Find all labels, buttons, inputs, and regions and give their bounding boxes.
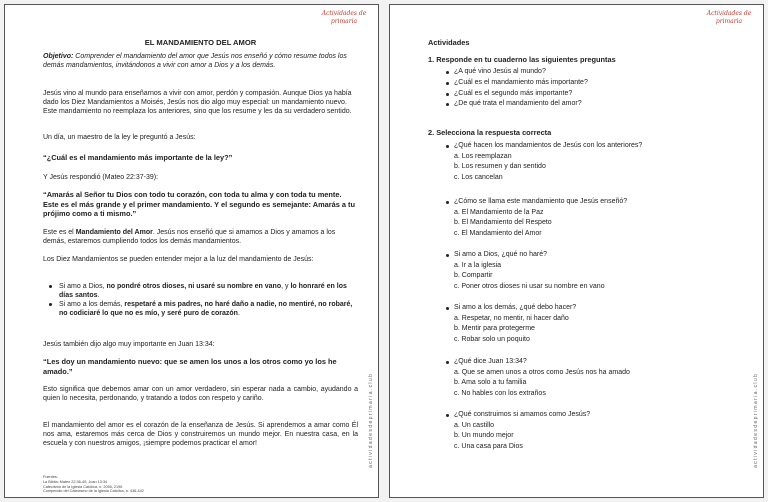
- list-item: ¿De qué trata el mandamiento del amor?: [446, 99, 743, 110]
- commandment-paragraph: Este es el Mandamiento del Amor. Jesús nos enseñó que si amamos a Dios y amamos a los demás, estaremos cumpliendo todos los demás mandamientos.: [43, 229, 336, 245]
- juan-intro: Jesús también dijo algo muy importante en Juan 13:34:: [43, 341, 215, 348]
- question-intro: Un día, un maestro de la ley le preguntó a Jesús:: [43, 134, 196, 141]
- brand-line2: primaria: [715, 18, 743, 25]
- worksheet-page-reading: [4, 4, 379, 498]
- open-questions-list: [446, 67, 743, 110]
- brand-logo: [318, 10, 370, 26]
- ten-commandments-intro: Los Diez Mandamientos se pueden entender mejor a la luz del mandamiento de Jesús:: [43, 256, 314, 263]
- list-item: Si amo a Dios, no pondré otros dioses, ni usaré su nombre en vano, y lo honraré en los días santos.: [43, 282, 358, 300]
- closing-paragraph: El mandamiento del amor es el corazón de la enseñanza de Jesús. Si aprendemos a amar como Él nos ama, estaremos más cerca de Dios y construiremos un mundo mejor. En nuestra casa, en la escuela y con nuestros amigos, ¡siempre podemos practicar el amor!: [43, 422, 358, 447]
- brand-line1: Actividades de: [321, 10, 367, 17]
- objective-paragraph: [43, 52, 358, 70]
- mc-question-1: ¿Qué hacen los mandamientos de Jesús con los anteriores? a. Los reemplazan b. Los resumen y dan sentido c. Los cancelan: [446, 141, 743, 183]
- commandment-name: Mandamiento del Amor: [75, 229, 153, 236]
- activities-heading: Actividades: [428, 38, 470, 47]
- brand-logo: [703, 10, 755, 26]
- meaning-paragraph: Esto significa que debemos amar con un amor verdadero, sin esperar nada a cambio, ayudando a quien lo necesita, perdonando, y tratando a todos con respeto y cariño.: [43, 386, 358, 402]
- key-question: “¿Cuál es el mandamiento más importante de la ley?”: [43, 153, 233, 162]
- brand-line2: primaria: [330, 18, 358, 25]
- worksheet-page-activities: [389, 4, 764, 498]
- juan-quote: “Les doy un mandamiento nuevo: que se amen los unos a los otros como yo los he amado.”: [43, 357, 337, 376]
- objective-text: Comprender el mandamiento del amor que Jesús nos enseñó y cómo resume todos los demás mandamientos, invitándonos a vivir con amor a Dios y a los demás.: [43, 53, 347, 69]
- brand-line1: Actividades de: [706, 10, 752, 17]
- mc-question-3: Si amo a Dios, ¿qué no haré? a. Ir a la iglesia b. Compartir c. Poner otros dioses ni usar su nombre en vano: [446, 250, 743, 292]
- mc-question-2: ¿Cómo se llama este mandamiento que Jesús enseñó? a. El Mandamiento de la Paz b. El Mandamiento del Respeto c. El Mandamiento del Amor: [446, 197, 743, 239]
- mc-question-6: ¿Qué construimos si amamos como Jesús? a. Un castillo b. Un mundo mejor c. Una casa para Dios: [446, 410, 743, 452]
- section-1-title: 1. Responde en tu cuaderno las siguientes preguntas: [428, 55, 616, 64]
- section-2-title: 2. Selecciona la respuesta correcta: [428, 128, 552, 137]
- list-item: ¿A qué vino Jesús al mundo?: [446, 67, 743, 78]
- answer-intro: Y Jesús respondió (Mateo 22:37-39):: [43, 174, 159, 181]
- list-item: ¿Cuál es el mandamiento más importante?: [446, 78, 743, 89]
- list-item: ¿Cuál es el segundo más importante?: [446, 89, 743, 100]
- sources-list: Fuentes: La Biblia: Mateo 22:36-40; Juan 13:34 Catecismo de la Iglesia Católica, n. 2055, 2196 Compendio del Catecismo de la Iglesia Católica, n. 436-442: [43, 475, 144, 494]
- side-watermark-url: actividadesdeprimaria.club: [368, 372, 374, 468]
- commandments-list: [43, 282, 358, 318]
- scripture-quote: “Amarás al Señor tu Dios con todo tu corazón, con toda tu alma y con toda tu mente. Este es el más grande y el primer mandamiento. Y el segundo es semejante: Amarás a tu prójimo como a ti mismo.”: [43, 190, 356, 218]
- mc-question-5: ¿Qué dice Juan 13:34? a. Que se amen unos a otros como Jesús nos ha amado b. Ama solo a tu familia c. No hables con los extraños: [446, 357, 743, 399]
- mc-question-4: Si amo a los demás, ¿qué debo hacer? a. Respetar, no mentir, ni hacer daño b. Mentir para protegerme c. Robar solo un poquito: [446, 303, 743, 345]
- page-title: EL MANDAMIENTO DEL AMOR: [144, 38, 257, 47]
- intro-paragraph: Jesús vino al mundo para enseñarnos a vivir con amor, perdón y compasión. Aunque Dios ya había dado los Diez Mandamientos a Moisés, Jesús nos dio algo muy especial: un mandamiento nuevo. Este mandamiento no reemplaza los anteriores, sino que los resume y les da su verdadero sentido.: [43, 90, 352, 115]
- list-item: Si amo a los demás, respetaré a mis padres, no haré daño a nadie, no mentiré, no robaré, no codiciaré lo que no es mío, y seré puro de corazón.: [43, 300, 358, 318]
- objective-label: Objetivo:: [43, 53, 74, 60]
- side-watermark-url: actividadesdeprimaria.club: [753, 372, 759, 468]
